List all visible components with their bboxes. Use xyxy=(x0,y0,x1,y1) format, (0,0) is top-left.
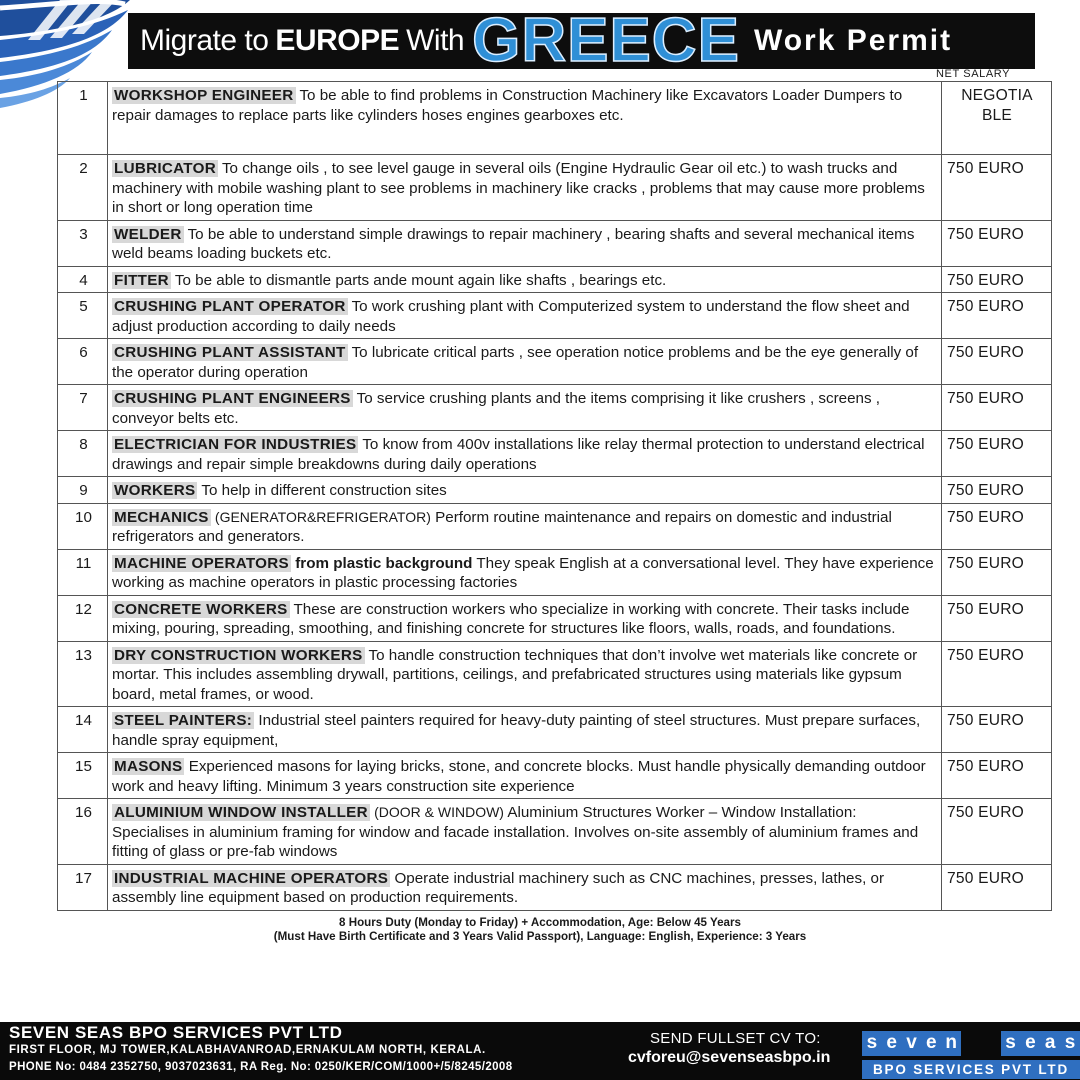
job-salary: 750 EURO xyxy=(942,431,1052,477)
job-title: MASONS xyxy=(114,758,183,775)
job-title: ALUMINIUM WINDOW INSTALLER xyxy=(114,804,368,821)
cv-heading: SEND FULLSET CV TO: xyxy=(650,1030,821,1047)
job-salary: 750 EURO xyxy=(942,503,1052,549)
job-number: 16 xyxy=(58,799,108,865)
job-title: LUBRICATOR xyxy=(114,160,216,177)
job-description-cell xyxy=(108,220,942,266)
job-salary: NEGOTIA BLE xyxy=(942,82,1052,155)
job-title-note: (GENERATOR&REFRIGERATOR) xyxy=(214,508,431,525)
job-number: 13 xyxy=(58,641,108,707)
job-description: To be able to find problems in Construction Machinery like Excavators Loader Dumpers to repair damages to replace parts like cylinders hoses engines gearboxes etc. xyxy=(112,87,903,124)
job-description: To lubricate critical parts , see operation notice problems and be the eye generally of the operator during operation xyxy=(112,344,919,381)
job-title: CRUSHING PLANT ASSISTANT xyxy=(114,344,346,361)
job-description: Perform routine maintenance and repairs on domestic and industrial refrigerators and generators. xyxy=(112,508,892,545)
job-table xyxy=(57,81,1052,911)
job-number: 12 xyxy=(58,595,108,641)
job-salary: 750 EURO xyxy=(942,549,1052,595)
job-row xyxy=(58,431,1052,477)
terms-line-1: 8 Hours Duty (Monday to Friday) + Accommodation, Age: Below 45 Years xyxy=(339,916,741,929)
job-row xyxy=(58,266,1052,293)
brand-letters xyxy=(862,1031,1080,1056)
brand-letter: s xyxy=(1060,1031,1080,1056)
job-salary: 750 EURO xyxy=(942,477,1052,504)
job-description: To service crushing plants and the items comprising it like crushers , screens , conveyor belts etc. xyxy=(112,390,881,427)
job-title: CRUSHING PLANT OPERATOR xyxy=(114,298,346,315)
job-description: To know from 400v installations like relay thermal protection to understand electrical drawings and repair simple breakdowns during daily operations xyxy=(112,436,925,473)
job-salary: 750 EURO xyxy=(942,266,1052,293)
brand-letter: e xyxy=(882,1031,902,1056)
job-description-cell xyxy=(108,753,942,799)
job-description: Operate industrial machinery such as CNC machines, presses, lathes, or assembly line equipment based on production requirements. xyxy=(112,869,885,906)
job-row xyxy=(58,864,1052,910)
job-description-cell xyxy=(108,266,942,293)
job-title: STEEL PAINTERS: xyxy=(114,712,253,729)
job-description-cell xyxy=(108,477,942,504)
job-description-cell xyxy=(108,431,942,477)
job-description-cell xyxy=(108,595,942,641)
job-row xyxy=(58,477,1052,504)
brand-letter-gap xyxy=(981,1031,1001,1056)
job-title-note: (DOOR & WINDOW) xyxy=(374,804,504,820)
job-number: 2 xyxy=(58,155,108,221)
brand-subtitle: BPO SERVICES PVT LTD xyxy=(862,1060,1080,1079)
job-row xyxy=(58,503,1052,549)
job-number: 15 xyxy=(58,753,108,799)
job-description-cell xyxy=(108,293,942,339)
job-description-cell xyxy=(108,385,942,431)
job-description-cell xyxy=(108,155,942,221)
title-banner xyxy=(128,13,1035,69)
job-salary: 750 EURO xyxy=(942,595,1052,641)
brand-letter: s xyxy=(862,1031,882,1056)
job-description: Industrial steel painters required for heavy-duty painting of steel structures. Must prepare surfaces, handle spray equipment, xyxy=(112,712,921,749)
job-description: To be able to dismantle parts ande mount again like shafts , bearings etc. xyxy=(174,271,667,289)
job-salary: 750 EURO xyxy=(942,339,1052,385)
job-description: To help in different construction sites xyxy=(201,482,447,499)
job-description: To work crushing plant with Computerized system to understand the flow sheet and adjust production according to daily needs xyxy=(112,298,910,335)
job-row xyxy=(58,155,1052,221)
job-description-cell xyxy=(108,707,942,753)
job-number: 4 xyxy=(58,266,108,293)
job-description: Aluminium Structures Worker – Window Installation: Specialises in aluminium framing for window and facade installation. Involves on-site assembly of aluminium frames and fitting of glass or pre-fab windows xyxy=(112,804,919,860)
job-number: 17 xyxy=(58,864,108,910)
job-number: 3 xyxy=(58,220,108,266)
job-row xyxy=(58,82,1052,155)
job-description-cell xyxy=(108,799,942,865)
job-row xyxy=(58,753,1052,799)
terms-line-2: (Must Have Birth Certificate and 3 Years Valid Passport), Language: English, Experience: 3 Years xyxy=(273,930,807,943)
job-salary: 750 EURO xyxy=(942,864,1052,910)
brand-letter: e xyxy=(921,1031,941,1056)
job-salary: 750 EURO xyxy=(942,753,1052,799)
job-description-cell xyxy=(108,503,942,549)
job-description-cell xyxy=(108,549,942,595)
job-number: 9 xyxy=(58,477,108,504)
job-number: 5 xyxy=(58,293,108,339)
job-number: 14 xyxy=(58,707,108,753)
job-row xyxy=(58,595,1052,641)
company-address: FIRST FLOOR, MJ TOWER,KALABHAVANROAD,ERNAKULAM NORTH, KERALA. xyxy=(9,1044,486,1056)
job-row xyxy=(58,549,1052,595)
title-text-with: With xyxy=(406,24,465,57)
brand-letter: s xyxy=(1001,1031,1021,1056)
job-salary: 750 EURO xyxy=(942,220,1052,266)
brand-letter: a xyxy=(1040,1031,1060,1056)
job-description-cell xyxy=(108,864,942,910)
seven-seas-brand-logo xyxy=(862,1031,1080,1080)
title-text-europe: EUROPE xyxy=(275,24,400,57)
job-number: 1 xyxy=(58,82,108,155)
job-number: 11 xyxy=(58,549,108,595)
job-row xyxy=(58,707,1052,753)
terms-block xyxy=(0,916,1080,944)
job-number: 6 xyxy=(58,339,108,385)
job-row xyxy=(58,293,1052,339)
net-salary-label: NET SALARY xyxy=(936,68,1011,80)
job-number: 8 xyxy=(58,431,108,477)
job-title: DRY CONSTRUCTION WORKERS xyxy=(114,646,363,664)
job-title: WELDER xyxy=(114,225,182,243)
title-text-greece: GREECE xyxy=(472,13,740,69)
job-number: 10 xyxy=(58,503,108,549)
job-title: CONCRETE WORKERS xyxy=(114,600,288,618)
contact-bar xyxy=(0,1022,1080,1080)
brand-letter: n xyxy=(941,1031,961,1056)
job-title: INDUSTRIAL MACHINE OPERATORS xyxy=(114,869,389,887)
job-description-cell xyxy=(108,339,942,385)
job-salary: 750 EURO xyxy=(942,799,1052,865)
brand-letter: e xyxy=(1021,1031,1041,1056)
job-description: To handle construction techniques that don’t involve wet materials like concrete or mortar. This includes assembling drywall, partitions, ceilings, and prefabricated structures using materials like gypsum board, metal frames, or wood. xyxy=(112,646,918,703)
job-description: These are construction workers who specialize in working with concrete. Their tasks include mixing, pouring, spreading, smoothing, and finishing concrete for structures like floors, walls, roads, and foundations. xyxy=(112,600,910,637)
brand-letter: v xyxy=(902,1031,922,1056)
job-description: To change oils , to see level gauge in several oils (Engine Hydraulic Gear oil etc.) to wash trucks and machinery with mobile washing plant to see problems in machinery like cracks , problems that may cause more problems in short or long operation time xyxy=(112,160,925,216)
job-title: FITTER xyxy=(114,271,169,289)
job-title: MACHINE OPERATORS xyxy=(114,554,289,572)
job-title: WORKERS xyxy=(114,482,196,499)
job-title: CRUSHING PLANT ENGINEERS xyxy=(114,390,351,407)
job-title: MECHANICS xyxy=(114,508,209,526)
job-row xyxy=(58,339,1052,385)
brand-letter-gap xyxy=(961,1031,981,1056)
job-salary: 750 EURO xyxy=(942,293,1052,339)
job-title: ELECTRICIAN FOR INDUSTRIES xyxy=(114,436,357,453)
job-row xyxy=(58,385,1052,431)
job-row xyxy=(58,641,1052,707)
job-description: Experienced masons for laying bricks, stone, and concrete blocks. Must handle physically demanding outdoor work and heavy lifting. Minimum 3 years construction site experience xyxy=(112,758,926,795)
job-salary: 750 EURO xyxy=(942,155,1052,221)
job-number: 7 xyxy=(58,385,108,431)
job-salary: 750 EURO xyxy=(942,707,1052,753)
job-description: To be able to understand simple drawings to repair machinery , bearing shafts and several mechanical items weld beams loading buckets etc. xyxy=(112,225,915,262)
company-phone: PHONE No: 0484 2352750, 9037023631, RA Reg. No: 0250/KER/COM/1000+/5/8245/2008 xyxy=(9,1061,513,1073)
title-text-work-permit: Work Permit xyxy=(753,24,953,57)
job-salary: 750 EURO xyxy=(942,641,1052,707)
job-description-cell xyxy=(108,641,942,707)
cv-email-link[interactable]: cvforeu@sevenseasbpo.in xyxy=(628,1049,831,1066)
title-text-pre: Migrate to xyxy=(140,24,269,57)
job-title: WORKSHOP ENGINEER xyxy=(114,87,294,104)
company-name: SEVEN SEAS BPO SERVICES PVT LTD xyxy=(9,1023,343,1042)
job-salary: 750 EURO xyxy=(942,385,1052,431)
job-title-note: from plastic background xyxy=(295,554,473,572)
job-row xyxy=(58,799,1052,865)
job-description-cell xyxy=(108,82,942,155)
job-row xyxy=(58,220,1052,266)
job-description: They speak English at a conversational level. They have experience working as machine operators in plastic processing factories xyxy=(112,554,934,591)
